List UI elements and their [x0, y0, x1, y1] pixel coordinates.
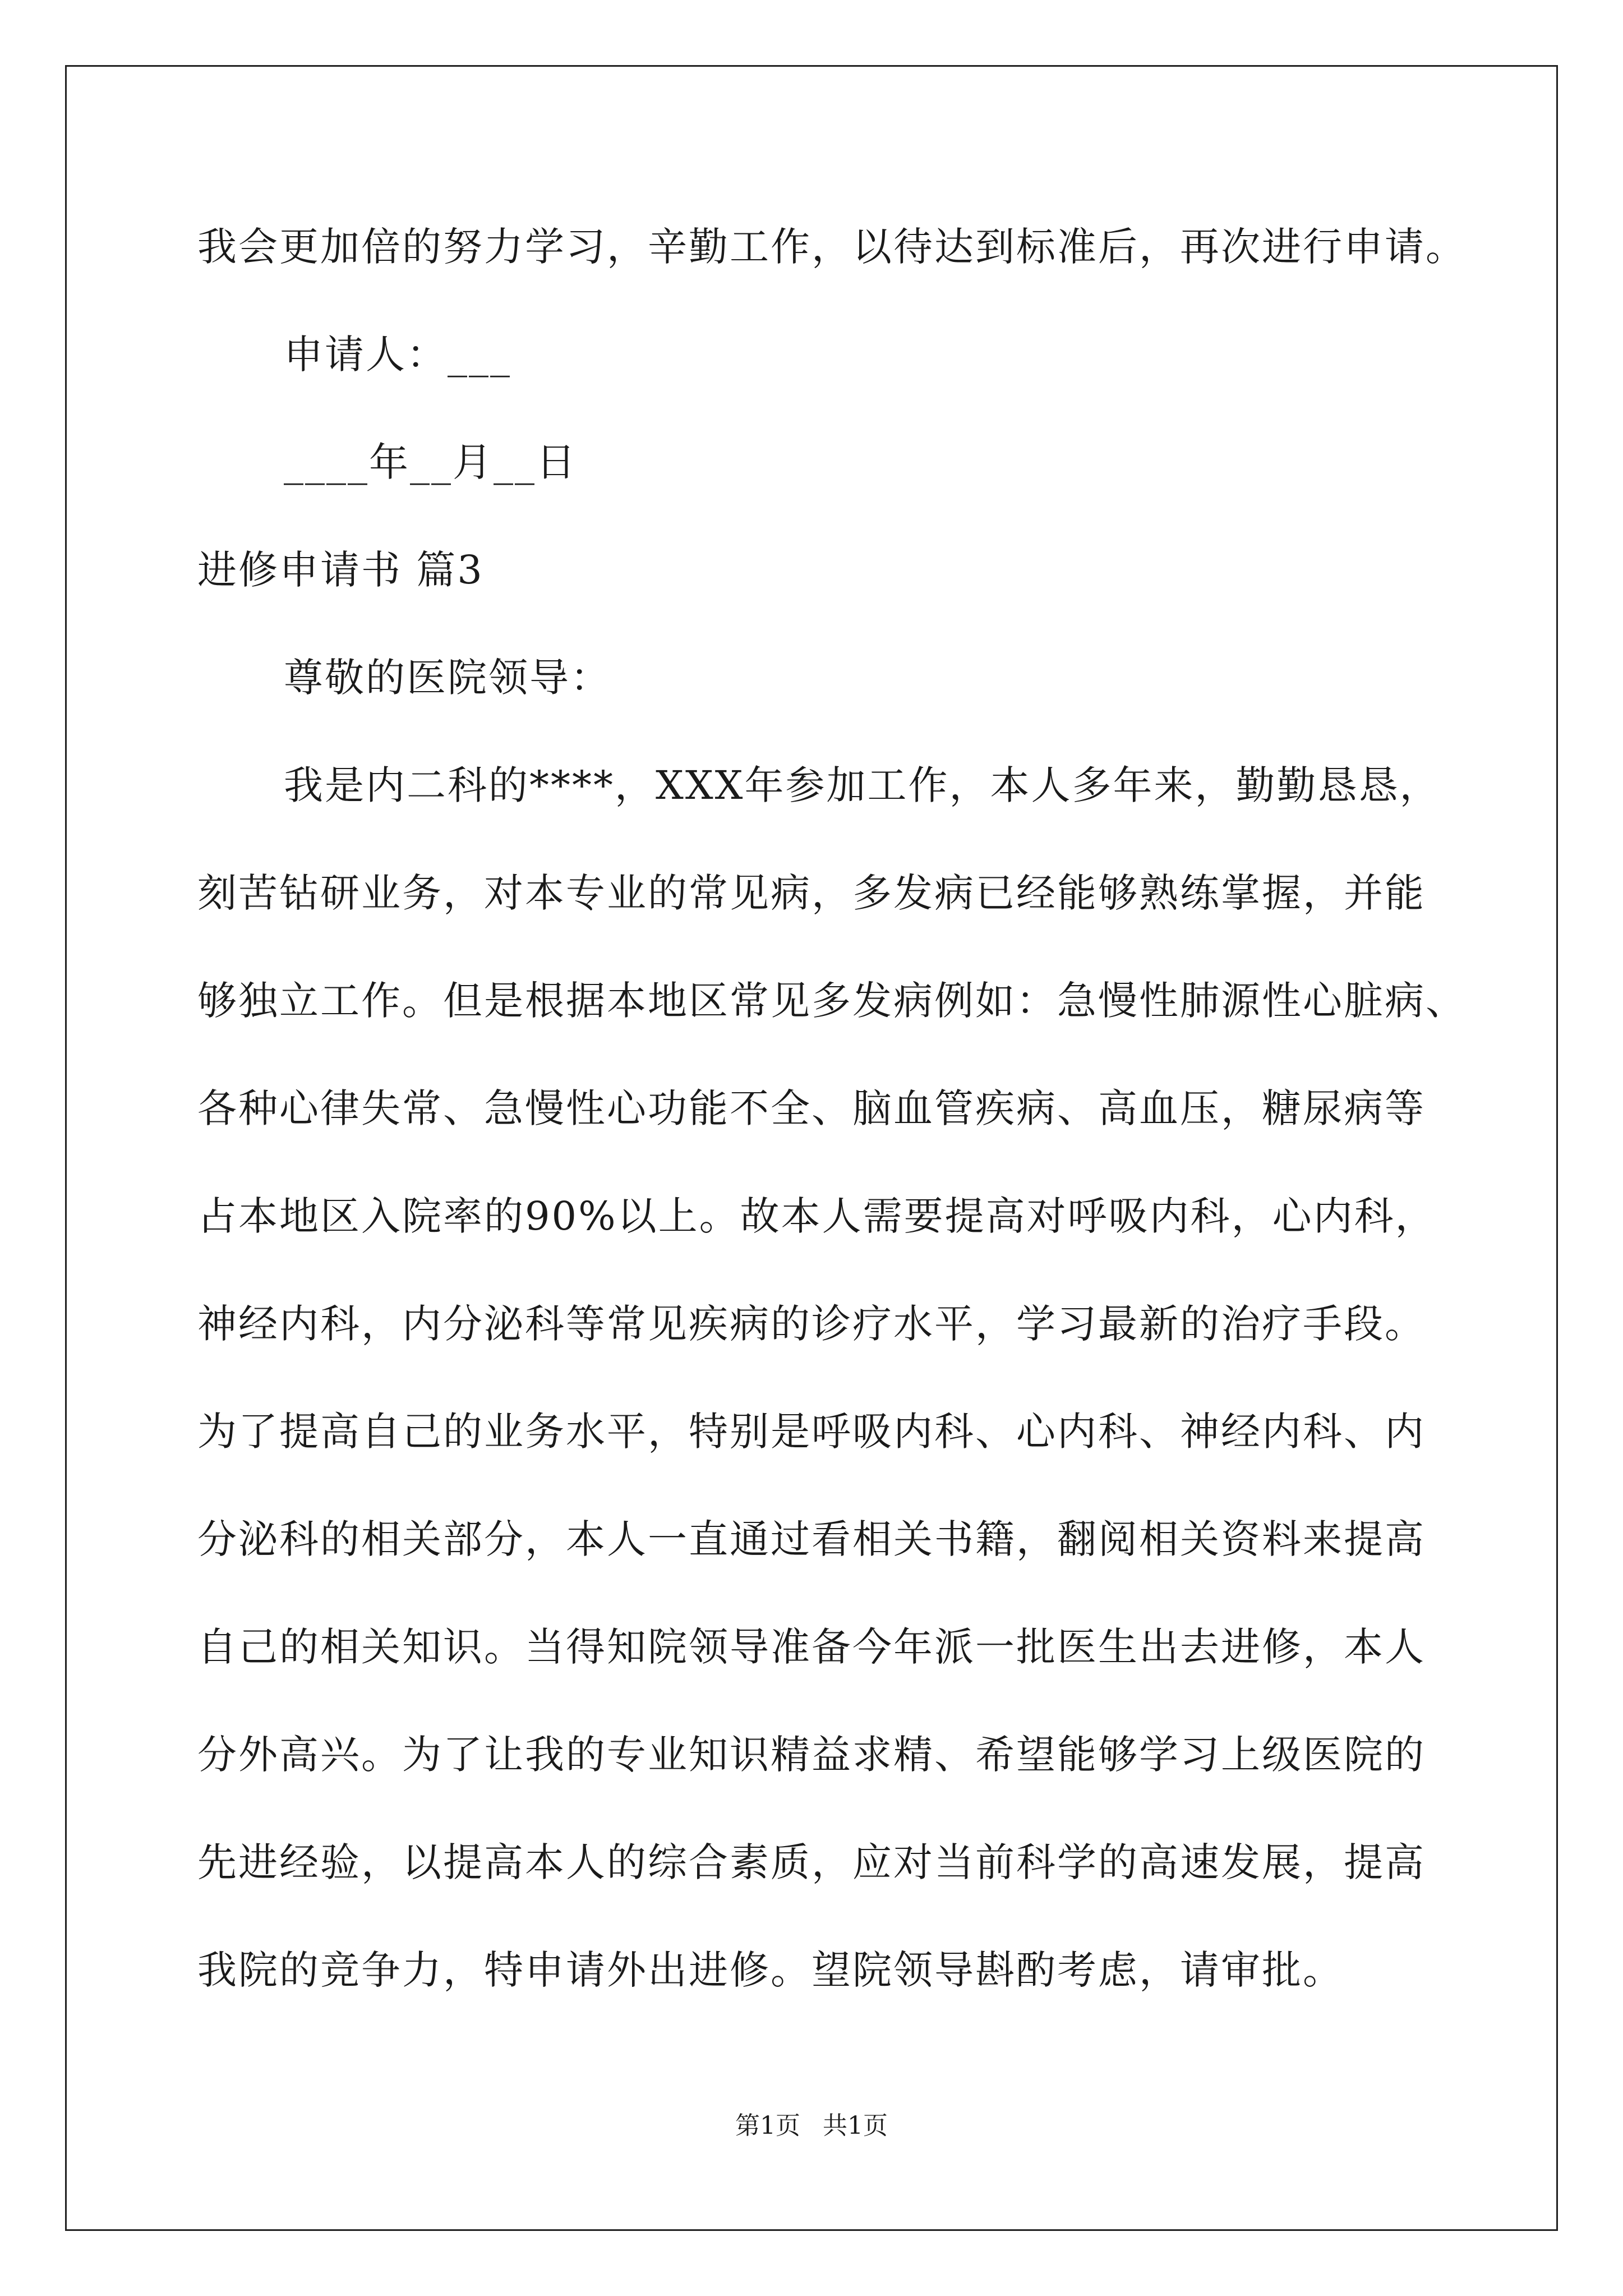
paragraph-line-3: 够独立工作。但是根据本地区常见多发病例如：急慢性肺源性心脏病、 — [197, 978, 1467, 1024]
paragraph-line-12: 我院的竞争力，特申请外出进修。望院领导斟酌考虑，请审批。 — [197, 1947, 1344, 1993]
page-number-total: 共1页 — [823, 2111, 888, 2140]
paragraph-line-9: 自己的相关知识。当得知院领导准备今年派一批医生出去进修，本人 — [197, 1624, 1426, 1670]
paragraph-line-2: 刻苦钻研业务，对本专业的常见病，多发病已经能够熟练掌握，并能 — [197, 870, 1426, 916]
paragraph-line-4: 各种心律失常、急慢性心功能不全、脑血管疾病、高血压，糖尿病等 — [197, 1085, 1426, 1131]
date-line: ____年__月__日 — [284, 439, 577, 485]
paragraph-line-11: 先进经验，以提高本人的综合素质，应对当前科学的高速发展，提高 — [197, 1839, 1426, 1885]
paragraph-line-1: 我是内二科的****，XXX年参加工作，本人多年来，勤勤恳恳， — [284, 762, 1441, 808]
paragraph-line-7: 为了提高自己的业务水平，特别是呼吸内科、心内科、神经内科、内 — [197, 1409, 1426, 1455]
paragraph-line-8: 分泌科的相关部分，本人一直通过看相关书籍，翻阅相关资料来提高 — [197, 1516, 1426, 1562]
paragraph-line-5: 占本地区入院率的90%以上。故本人需要提高对呼吸内科，心内科， — [197, 1193, 1436, 1239]
page-footer — [0, 2109, 1623, 2143]
paragraph-line-10: 分外高兴。为了让我的专业知识精益求精、希望能够学习上级医院的 — [197, 1732, 1426, 1778]
page-number-current: 第1页 — [735, 2111, 800, 2140]
page-border — [65, 65, 1558, 2231]
paragraph-line-6: 神经内科，内分泌科等常见疾病的诊疗水平，学习最新的治疗手段。 — [197, 1301, 1426, 1347]
applicant-signature-line: 申请人：___ — [284, 332, 511, 378]
section-heading: 进修申请书 篇3 — [197, 547, 484, 593]
salutation: 尊敬的医院领导： — [284, 655, 611, 701]
text-line-1: 我会更加倍的努力学习，辛勤工作，以待达到标准后，再次进行申请。 — [197, 224, 1467, 270]
